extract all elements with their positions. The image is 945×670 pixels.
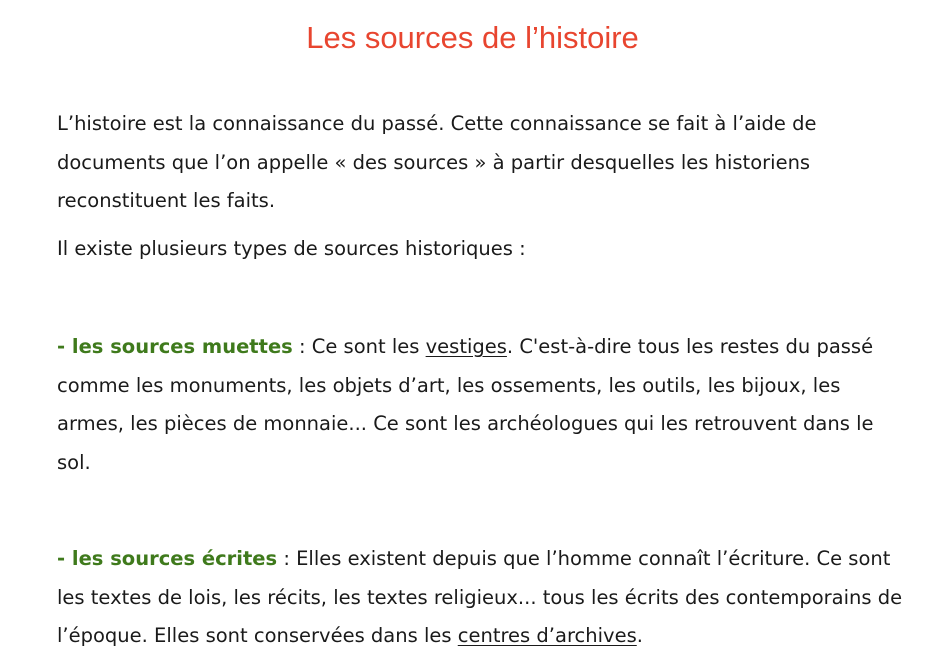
centres-archives-link[interactable]: centres d’archives bbox=[457, 624, 637, 647]
intro-paragraph: L’histoire est la connaissance du passé. Cette connaissance se fait à l’aide de documents que l’on appelle « des sources » à partir desquelles les historiens reconstituent les faits. bbox=[57, 112, 817, 212]
sources-muettes-paragraph bbox=[57, 328, 907, 482]
page-title: Les sources de l’histoire bbox=[306, 20, 639, 55]
sources-ecrites-dash: - bbox=[57, 547, 72, 570]
sources-muettes-text: . C'est-à-dire tous les restes du passé comme les monuments, les objets d’art, les ossements, les outils, les bijoux, les armes, les pièces de monnaie... Ce sont les archéologues qui les retrouvent dans le sol. bbox=[57, 335, 874, 474]
sources-muettes-dash: - bbox=[57, 335, 72, 358]
sources-ecrites-text: : Elles existent depuis que l’homme connaît l’écriture. Ce sont les textes de lois, les récits, les textes religieux... tous les écrits des contemporains de l’époque. Elles sont conservées dans les bbox=[57, 547, 903, 647]
types-intro-paragraph: Il existe plusieurs types de sources historiques : bbox=[57, 237, 526, 260]
sources-ecrites-end: . bbox=[636, 624, 643, 647]
vestiges-link[interactable]: vestiges bbox=[425, 335, 507, 358]
sources-muettes-term: les sources muettes bbox=[71, 335, 293, 358]
sources-muettes-separator: : Ce sont les bbox=[292, 335, 426, 358]
sources-ecrites-paragraph bbox=[57, 540, 907, 656]
sources-ecrites-term: les sources écrites bbox=[71, 547, 278, 570]
